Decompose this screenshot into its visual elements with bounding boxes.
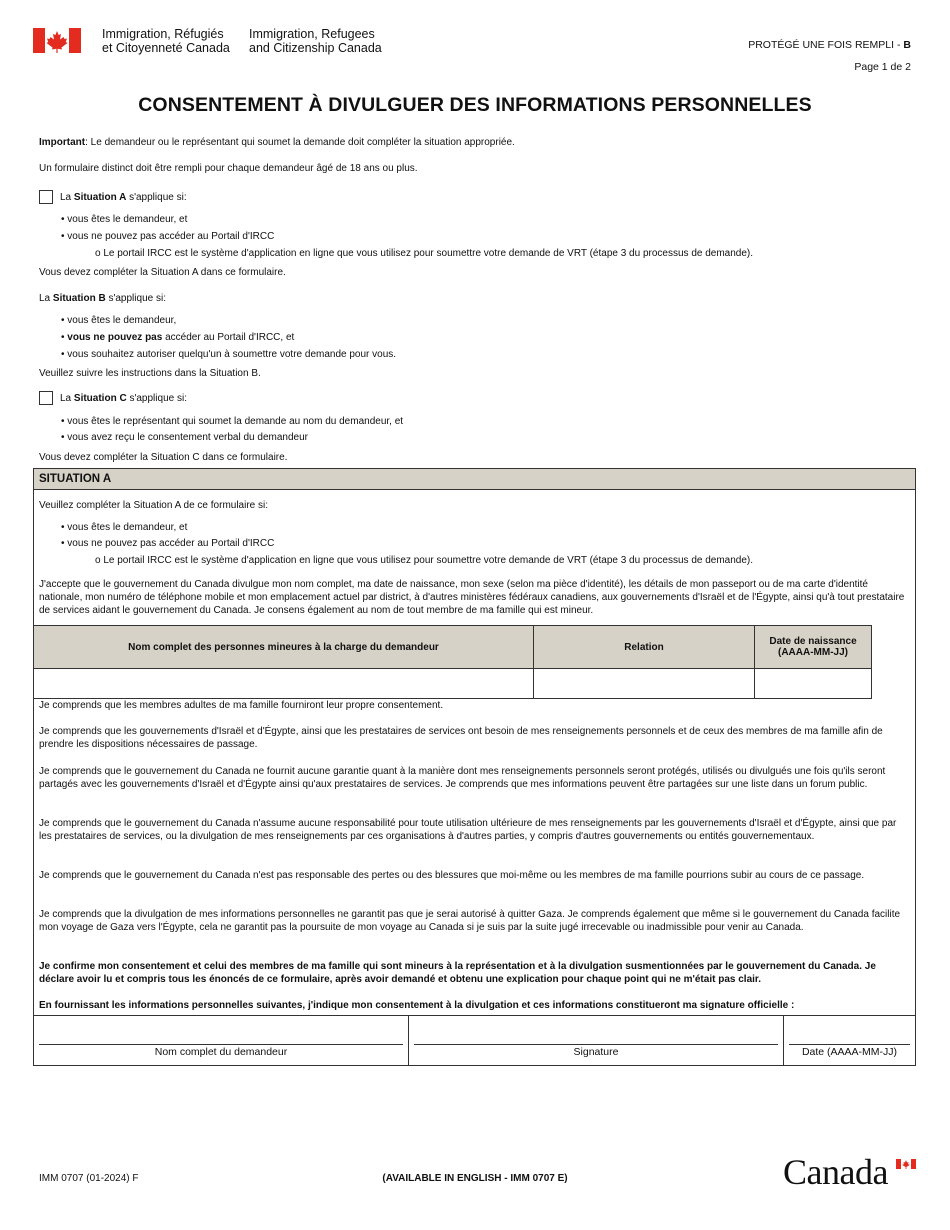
situation-a-section-header — [34, 469, 915, 490]
situation-c-name: Situation C — [73, 393, 127, 404]
applicant-name-field[interactable] — [34, 1015, 409, 1065]
situation-a-checkbox[interactable] — [39, 190, 53, 204]
section-a-sub-bullet: o Le portail IRCC est le système d'application en ligne que vous utilisez pour soumettre votre demande de VRT (étape 3 du processus de demande). — [95, 555, 754, 566]
canada-wordmark-text: Canada — [783, 1152, 888, 1192]
situation-c-note: Vous devez compléter la Situation C dans ce formulaire. — [39, 452, 288, 463]
situation-c-checkbox[interactable] — [39, 391, 53, 405]
situation-b-pre: La — [39, 293, 53, 304]
statement-no-guarantee-exit: Je comprends que la divulgation de mes informations personnelles ne garantit pas que je serai autorisé à quitter Gaza. Je comprends également que même si le gouvernement du Canada facilite mon voyage de Gaza vers l'Égypte, cela ne garantit pas la poursuite de mon voyage au Canada si je suis par la suite jugé irrecevable ou inadmissible pour venir au Canada. — [39, 909, 901, 933]
canada-wordmark — [783, 1152, 923, 1192]
col-minor-name: Nom complet des personnes mineures à la charge du demandeur — [34, 626, 534, 669]
situation-b-bullet-2 — [61, 331, 294, 344]
date-line — [789, 1044, 910, 1045]
statement-governments-need: Je comprends que les gouvernements d'Israël et d'Égypte, ainsi que les prestataires de services ont besoin de mes renseignements personnels et de ceux des membres de ma famille afin de prendre les dispositions nécessaires de passage. — [39, 726, 883, 750]
situation-b-name: Situation B — [52, 293, 106, 304]
canada-flag-icon — [33, 28, 81, 53]
situation-c-pre: La — [60, 393, 74, 404]
situation-b-note: Veuillez suivre les instructions dans la Situation B. — [39, 368, 261, 379]
situation-a-bullet-1: • vous êtes le demandeur, et — [61, 214, 188, 225]
section-a-bullet-1: • vous êtes le demandeur, et — [61, 522, 188, 533]
dept-name-en-line2: and Citizenship Canada — [249, 41, 382, 55]
statement-losses: Je comprends que le gouvernement du Canada n'est pas responsable des pertes ou des blessures que moi-même ou les membres de ma famille pourrions subir au cours de ce passage. — [39, 870, 865, 881]
signature-field[interactable] — [409, 1015, 784, 1065]
statement-no-responsibility: Je comprends que le gouvernement du Canada n'assume aucune responsabilité pour toute utilisation ultérieure de mes renseignements par les gouvernements d'Israël et d'Égypte, ainsi que par les prestataires de services, ou la divulgation de mes renseignements par ces organisations à d'autres parties, y compris d'autres gouvernements ou entités gouvernementaux. — [39, 818, 897, 842]
situation-c-heading — [60, 392, 187, 405]
section-a-bullet-2: • vous ne pouvez pas accéder au Portail d'IRCC — [61, 538, 275, 549]
page-title: CONSENTEMENT À DIVULGUER DES INFORMATIONS PERSONNELLES — [138, 94, 812, 116]
situation-a-name: Situation A — [73, 192, 127, 203]
statement-adult-consent: Je comprends que les membres adultes de ma famille fourniront leur propre consentement. — [39, 700, 444, 711]
minor-dob-input[interactable] — [755, 669, 872, 699]
situation-a-pre: La — [60, 192, 74, 203]
signature-line — [414, 1044, 778, 1045]
situation-a-bullet-2: • vous ne pouvez pas accéder au Portail d'IRCC — [61, 231, 275, 242]
minors-table-header — [34, 626, 872, 669]
situation-b-bullet-2-post: accéder au Portail d'IRCC, et — [162, 332, 295, 343]
signature-intro: En fournissant les informations personnelles suivantes, j'indique mon consentement à la divulgation et ces informations constitueront ma signature officielle : — [39, 1000, 795, 1011]
col-dob-line2: (AAAA-MM-JJ) — [778, 647, 848, 658]
consent-paragraph: J'accepte que le gouvernement du Canada divulgue mon nom complet, ma date de naissance, mon sexe (selon ma pièce d'identité), les détails de mon passeport ou de ma carte d'identité nationale, mon numéro de téléphone mobile et mon emplacement actuel par district, à d'autres ministères fédéraux canadiens, aux gouvernements d'Israël et de l'Égypte, ainsi qu'à tout prestataire de services aidant le gouvernement du Canada. Je consens également au nom de tout membre de ma famille qui est mineur. — [39, 579, 905, 616]
protected-level: B — [903, 39, 911, 51]
situation-b-bullet-2-bold: vous ne pouvez pas — [67, 332, 163, 343]
situation-b-post: s'applique si: — [105, 293, 166, 304]
situation-a-heading — [60, 191, 187, 204]
minor-name-input[interactable] — [34, 669, 534, 699]
important-note — [39, 136, 515, 149]
confirmation-statement: Je confirme mon consentement et celui des membres de ma famille qui sont mineurs à la représentation et à la divulgation susmentionnées par le gouvernement du Canada. Je déclare avoir lu et compris tous les énoncés de ce formulaire, après avoir demandé et obtenu une explication pour chaque point qui ne m'était pas clair. — [39, 961, 876, 985]
form-code: IMM 0707 (01-2024) F — [39, 1173, 139, 1184]
col-relation: Relation — [534, 626, 755, 669]
dept-name-fr-line1: Immigration, Réfugiés — [102, 27, 224, 41]
important-label: Important — [39, 137, 86, 148]
separate-form-note: Un formulaire distinct doit être rempli pour chaque demandeur âgé de 18 ans ou plus. — [39, 163, 418, 174]
wordmark-flag-icon — [896, 1159, 916, 1169]
minor-relation-input[interactable] — [534, 669, 755, 699]
situation-a-note: Vous devez compléter la Situation A dans ce formulaire. — [39, 267, 286, 278]
situation-b-bullet-3: • vous souhaitez autoriser quelqu'un à soumettre votre demande pour vous. — [61, 349, 397, 360]
protected-label: PROTÉGÉ UNE FOIS REMPLI - — [748, 39, 904, 51]
situation-b-bullet-2-pre: • — [61, 332, 68, 343]
situation-c-post: s'applique si: — [126, 393, 187, 404]
date-label: Date (AAAA-MM-JJ) — [801, 1046, 898, 1058]
protected-status — [748, 39, 911, 52]
table-row — [34, 669, 872, 699]
applicant-name-label: Nom complet du demandeur — [154, 1046, 288, 1058]
signature-label: Signature — [573, 1046, 619, 1058]
available-in-english: (AVAILABLE IN ENGLISH - IMM 0707 E) — [382, 1173, 568, 1184]
date-field[interactable] — [784, 1015, 915, 1065]
situation-b-bullet-1: • vous êtes le demandeur, — [61, 315, 177, 326]
applicant-name-line — [39, 1044, 403, 1045]
col-date-of-birth — [755, 626, 872, 669]
situation-a-post: s'applique si: — [126, 192, 187, 203]
minors-table — [33, 625, 872, 699]
dept-name-en-line1: Immigration, Refugees — [249, 27, 375, 41]
page-number: Page 1 de 2 — [854, 61, 911, 73]
situation-a-sub-bullet: o Le portail IRCC est le système d'application en ligne que vous utilisez pour soumettre votre demande de VRT (étape 3 du processus de demande). — [95, 248, 754, 259]
important-text: : Le demandeur ou le représentant qui soumet la demande doit compléter la situation appropriée. — [85, 137, 515, 148]
dept-name-fr-line2: et Citoyenneté Canada — [102, 41, 230, 55]
section-a-intro: Veuillez compléter la Situation A de ce formulaire si: — [39, 500, 269, 511]
situation-c-bullet-2: • vous avez reçu le consentement verbal du demandeur — [61, 432, 308, 443]
statement-no-guarantee: Je comprends que le gouvernement du Canada ne fournit aucune garantie quant à la manière dont mes renseignements personnels seront protégés, utilisés ou divulgués une fois qu'ils seront partagés avec les gouvernements d'Israël et d'Égypte ainsi qu'aux prestataires de services. Je comprends que mes informations peuvent être partagées sur une liste dans un forum public. — [39, 766, 886, 790]
situation-b-heading — [39, 292, 166, 305]
col-dob-line1: Date de naissance — [769, 636, 857, 647]
situation-c-bullet-1: • vous êtes le représentant qui soumet la demande au nom du demandeur, et — [61, 416, 404, 427]
situation-a-section-title: SITUATION A — [39, 473, 112, 485]
